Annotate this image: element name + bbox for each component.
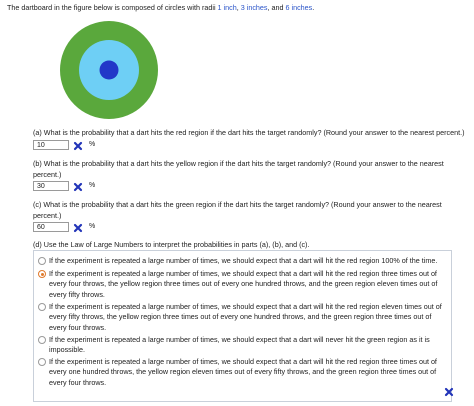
intro-prefix: The dartboard in the figure below is composed of circles with radii: [7, 3, 218, 12]
dartboard-center: [100, 61, 119, 80]
intro-sep-2: , and: [267, 3, 286, 12]
x-icon: [73, 223, 83, 233]
option-4-label: If the experiment is repeated a large number of times, we should expect that a dart will never hit the green region as it is impossible.: [49, 335, 430, 355]
dartboard-figure: [59, 20, 159, 120]
question-d-text: (d) Use the Law of Large Numbers to interpret the probabilities in parts (a), (b), and (c).: [33, 240, 310, 249]
radio-option-5[interactable]: [38, 358, 46, 366]
answer-b-unit: %: [89, 182, 96, 189]
problem-intro: [7, 3, 314, 12]
radio-option-3[interactable]: [38, 303, 46, 311]
option-3-label: If the experiment is repeated a large number of times, we should expect that a dart will hit the red region eleven times out of every fifty throws, the yellow region three times out of every one hundred throws, and the green region three times out of every four throws.: [49, 302, 442, 332]
radius-1: 1 inch: [217, 3, 237, 12]
radius-2: 3 inches: [240, 3, 268, 12]
x-icon: [73, 182, 83, 192]
answer-a-unit: %: [89, 141, 96, 148]
intro-sep-1: ,: [236, 3, 241, 12]
answer-c-input[interactable]: [33, 222, 69, 232]
radio-option-4[interactable]: [38, 336, 46, 344]
radius-3: 6 inches: [285, 3, 313, 12]
x-icon: [444, 387, 454, 397]
question-c-text: (c) What is the probability that a dart hits the green region if the dart hits the target randomly? (Round your answer to the nearest percent.): [33, 200, 442, 220]
question-b-text: (b) What is the probability that a dart hits the yellow region if the dart hits the target randomly? (Round your answer to the nearest percent.): [33, 159, 444, 179]
intro-suffix: .: [312, 3, 315, 12]
radio-option-1[interactable]: [38, 257, 46, 265]
answer-options-group: [33, 250, 452, 402]
option-5-label: If the experiment is repeated a large number of times, we should expect that a dart will hit the red region three times out of every one hundred throws, the yellow region eleven times out of every fifty throws, and the green region three times out of every four throws.: [49, 357, 437, 387]
x-icon: [73, 141, 83, 151]
answer-a-input[interactable]: [33, 140, 69, 150]
option-1-label: If the experiment is repeated a large number of times, we should expect that a dart will hit the red region 100% of the time.: [49, 256, 438, 265]
question-a-text: (a) What is the probability that a dart hits the red region if the dart hits the target randomly? (Round your answer to the nearest percent.): [33, 128, 465, 137]
option-2-label: If the experiment is repeated a large number of times, we should expect that a dart will hit the red region three times out of every four throws, the yellow region three times out of every one hundred throws, and the green region eleven times out of every fifty throws.: [49, 269, 438, 299]
answer-b-input[interactable]: [33, 181, 69, 191]
answer-c-unit: %: [89, 223, 96, 230]
radio-option-2-selected[interactable]: [38, 270, 46, 278]
